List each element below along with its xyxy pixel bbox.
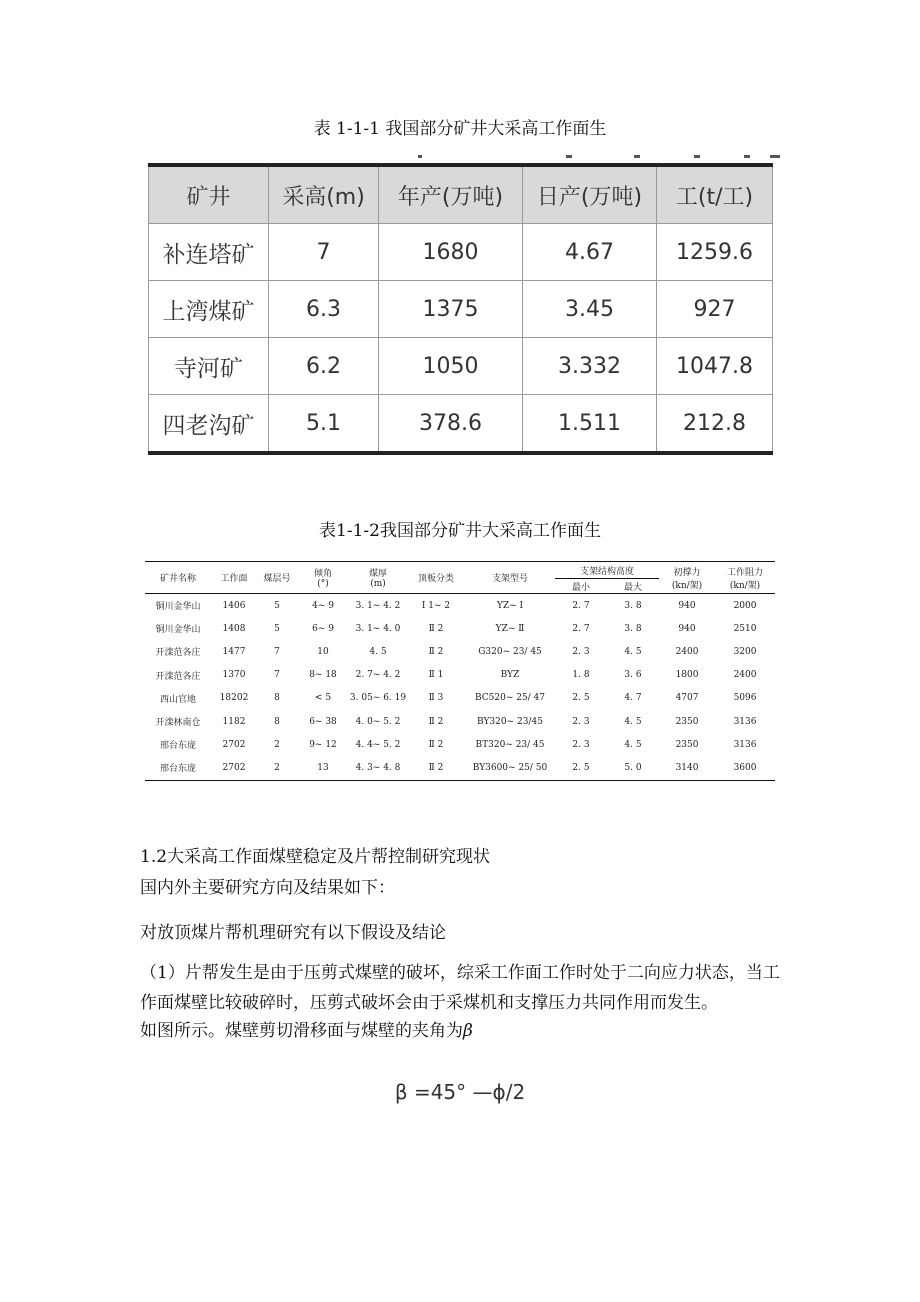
table2-cell: 2400 [733, 670, 757, 681]
table2-cell: 1370 [222, 670, 246, 681]
table2-cell: 3600 [733, 762, 757, 773]
table1-header-daily: 日产(万吨) [523, 165, 657, 224]
table1-cell: 4.67 [523, 224, 657, 281]
table2-cell: 4. 5 [624, 739, 642, 750]
table2-header-height-max: 最大 [624, 582, 643, 593]
table2-cell: 开滦林南仓 [155, 718, 201, 729]
table2-cell: 2000 [733, 600, 757, 611]
table2-cell: 5096 [733, 693, 757, 704]
table1-cell: 1047.8 [657, 338, 773, 395]
table2 [145, 561, 775, 781]
table1-cell: 6.3 [269, 281, 379, 338]
table2-cell: Ⅱ 2 [428, 623, 444, 634]
paragraph-2: 对放顶煤片帮机理研究有以下假设及结论 [140, 923, 446, 943]
table1-cell: 378.6 [379, 395, 523, 454]
table2-cell: 3. 1~ 4. 0 [355, 623, 401, 634]
table2-cell: 6~ 38 [309, 716, 337, 727]
table1-header-efficiency: 工(t/工) [657, 165, 773, 224]
table2-cell: 开滦范各庄 [155, 671, 201, 682]
table-row [149, 281, 773, 338]
table2-cell: BC520~ 25/ 47 [474, 693, 546, 704]
table2-cell: 1800 [675, 670, 699, 681]
table2-cell: 1477 [222, 646, 246, 657]
table2-cell: 4. 4~ 5. 2 [355, 739, 401, 750]
table2-header-face: 工作面 [220, 574, 248, 584]
table2-header-thick [349, 562, 407, 594]
table2-cell: 940 [678, 600, 696, 611]
table2-cell: 1182 [222, 716, 246, 727]
table2-cell: Ⅰ 1~ 2 [421, 600, 451, 611]
table2-cell: 开滦范各庄 [155, 648, 201, 659]
table2-cell: 2350 [675, 716, 699, 727]
table2-cell: BT320~ 23/ 45 [475, 739, 545, 750]
table-row [145, 664, 775, 687]
table2-cell: 9~ 12 [309, 739, 337, 750]
table2-cell: 1406 [222, 600, 246, 611]
table-row [145, 733, 775, 756]
table2-cell: 3. 6 [624, 670, 642, 681]
table2-header-height-min: 最小 [571, 582, 590, 593]
table2-header-thick-label: 煤厚 [368, 569, 387, 579]
table2-cell: 2350 [675, 739, 699, 750]
table-row [149, 395, 773, 454]
table2-cell: 8~ 18 [309, 670, 337, 681]
table2-cell: Ⅱ 2 [428, 739, 444, 750]
table2-cell: 2400 [675, 646, 699, 657]
table1-cell: 寺河矿 [149, 338, 269, 395]
table2-cell: 3. 05~ 6. 19 [349, 693, 407, 704]
table2-cell: 邢台东庞 [159, 741, 196, 752]
table2-cell: 2. 3 [572, 716, 590, 727]
table2-header-resist-label: 工作阻力 [727, 567, 764, 578]
table1-cell: 212.8 [657, 395, 773, 454]
table2-cell: 邢台东庞 [159, 764, 196, 775]
table2-cell: 5 [274, 600, 280, 611]
table2-cell: 3140 [675, 762, 699, 773]
paragraph-4 [140, 1016, 790, 1046]
table1-cell: 7 [269, 224, 379, 281]
table2-cell: 7 [274, 670, 280, 681]
table-row [145, 710, 775, 733]
table2-cell: 5. 0 [624, 762, 642, 773]
paragraph-1: 国内外主要研究方向及结果如下： [140, 878, 395, 898]
table2-cell: < 5 [314, 693, 332, 704]
scan-dots-decoration [146, 153, 782, 161]
table-row [149, 224, 773, 281]
table2-cell: 1. 8 [572, 670, 590, 681]
table1-cell: 3.332 [523, 338, 657, 395]
table-row [145, 756, 775, 780]
table2-header-roof: 顶板分类 [417, 574, 454, 584]
table2-header-row [145, 562, 775, 579]
table2-cell: 940 [678, 623, 696, 634]
table2-cell: BY320~ 23/45 [477, 716, 543, 727]
table2-header-support: 支架型号 [491, 574, 528, 584]
table2-cell: 2. 7 [572, 600, 590, 611]
table2-header-dip-label: 倾角 [313, 569, 332, 579]
table2-header-thick-unit: (m) [370, 579, 386, 589]
table2-cell: 5 [274, 623, 280, 634]
table1-cell: 1050 [379, 338, 523, 395]
table1-cell: 上湾煤矿 [149, 281, 269, 338]
table2-cell: 2510 [733, 623, 757, 634]
table1-header-mine: 矿井 [149, 165, 269, 224]
table2-cell: 6~ 9 [312, 623, 334, 634]
table1-figure [146, 153, 782, 455]
table1-header-annual: 年产(万吨) [379, 165, 523, 224]
table2-cell: 4. 3~ 4. 8 [355, 762, 401, 773]
table2-cell: 2. 5 [572, 693, 590, 704]
table2-cell: 13 [317, 762, 329, 773]
table2-body [145, 594, 775, 781]
table1-header-row [149, 165, 773, 224]
table1-cell: 1259.6 [657, 224, 773, 281]
table2-header-mine: 矿井名称 [159, 574, 196, 584]
table1-header-height: 采高(m) [269, 165, 379, 224]
table2-cell: 西山官地 [159, 694, 196, 705]
table2-cell: 4. 7 [624, 693, 642, 704]
table2-cell: 3. 8 [624, 600, 642, 611]
table-row [145, 687, 775, 710]
table2-cell: 3200 [733, 646, 757, 657]
table2-cell: BYZ [500, 670, 520, 681]
table2-cell: 3. 1~ 4. 2 [355, 600, 401, 611]
table2-cell: Ⅱ 3 [428, 693, 444, 704]
table1-cell: 1375 [379, 281, 523, 338]
beta-symbol: β [463, 1021, 473, 1041]
table2-cell: 2702 [222, 762, 246, 773]
table1 [148, 163, 773, 455]
table2-cell: Ⅱ 1 [428, 670, 444, 681]
table1-cell: 1.511 [523, 395, 657, 454]
table2-header-dip-unit: (°) [317, 579, 329, 589]
table2-header-setting-label: 初撑力 [673, 567, 701, 578]
table1-cell: 6.2 [269, 338, 379, 395]
table1-cell: 927 [657, 281, 773, 338]
table1-cell: 1680 [379, 224, 523, 281]
table-row [149, 338, 773, 395]
table-row [145, 594, 775, 618]
table2-cell: Ⅱ 2 [428, 762, 444, 773]
table2-cell: 2. 3 [572, 646, 590, 657]
table2-cell: 4. 5 [369, 646, 387, 657]
table-row [145, 617, 775, 640]
table2-cell: 2 [274, 762, 280, 773]
table-row [145, 640, 775, 663]
table2-cell: 4707 [675, 693, 699, 704]
table2-cell: Ⅱ 2 [428, 716, 444, 727]
table1-cell: 5.1 [269, 395, 379, 454]
table2-cell: 铜川金华山 [155, 602, 201, 613]
table2-cell: 2. 7 [572, 623, 590, 634]
table2-cell: BY3600~ 25/ 50 [472, 762, 548, 773]
table2-cell: 4. 5 [624, 646, 642, 657]
table2-caption: 表1-1-2我国部分矿井大采高工作面生 [319, 521, 601, 541]
table2-cell: 10 [317, 646, 329, 657]
table2-cell: 8 [274, 716, 280, 727]
table2-cell: 2 [274, 739, 280, 750]
table1-cell: 补连塔矿 [149, 224, 269, 281]
paragraph-3: （1）片帮发生是由于压剪式煤壁的破坏，综采工作面工作时处于二向应力状态，当工作面煤壁比较破碎时，压剪式破坏会由于采煤机和支撑压力共同作用而发生。 [140, 963, 780, 1013]
table2-cell: Ⅱ 2 [428, 646, 444, 657]
table2-header-setting-unit: (kn/架) [671, 580, 703, 591]
table2-cell: 2. 3 [572, 739, 590, 750]
table2-header-resist-unit: (kn/架) [729, 580, 761, 591]
table2-header-setting [659, 562, 715, 594]
table2-header-resist [715, 562, 775, 594]
table2-cell: 4. 0~ 5. 2 [355, 716, 401, 727]
table2-cell: 18202 [219, 693, 249, 704]
table2-cell: 2702 [222, 739, 246, 750]
table2-cell: 铜川金华山 [155, 625, 201, 636]
table2-cell: 3136 [733, 739, 757, 750]
table1-cell: 3.45 [523, 281, 657, 338]
table2-cell: YZ~ Ⅰ [496, 600, 524, 611]
table2-cell: 1408 [222, 623, 246, 634]
table1-caption: 表 1-1-1 我国部分矿井大采高工作面生 [313, 119, 607, 139]
paragraph-4-text: 如图所示。煤壁剪切滑移面与煤壁的夹角为 [140, 1021, 463, 1041]
table2-cell: 4~ 9 [312, 600, 334, 611]
table2-cell: 3. 8 [624, 623, 642, 634]
table2-cell: 7 [274, 646, 280, 657]
table2-header-height: 支架结构高度 [555, 562, 659, 579]
formula: β =45° —ϕ/2 [394, 1080, 526, 1104]
table2-cell: 2. 5 [572, 762, 590, 773]
table2-header-dip [297, 562, 349, 594]
section-heading: 1.2大采高工作面煤壁稳定及片帮控制研究现状 [140, 847, 491, 867]
table1-cell: 四老沟矿 [149, 395, 269, 454]
table2-cell: 4. 5 [624, 716, 642, 727]
table2-cell: 3136 [733, 716, 757, 727]
table2-cell: G320~ 23/ 45 [478, 646, 542, 657]
table2-cell: YZ~ Ⅱ [495, 623, 525, 634]
table2-header-seam: 煤层号 [263, 574, 291, 584]
table2-cell: 2. 7~ 4. 2 [355, 670, 401, 681]
table2-cell: 8 [274, 693, 280, 704]
